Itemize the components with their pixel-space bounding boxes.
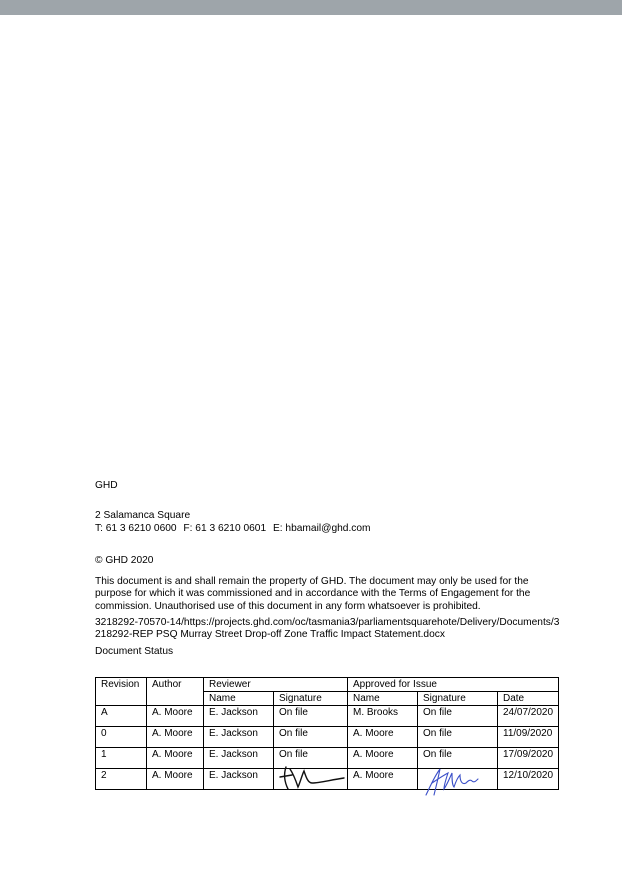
cell-reviewer-signature: On file xyxy=(274,727,348,748)
header-reviewer-name: Name xyxy=(204,692,274,706)
company-name: GHD xyxy=(95,480,118,491)
cell-reviewer-name: E. Jackson xyxy=(204,769,274,790)
cell-approver-signature: On file xyxy=(418,748,498,769)
table-row xyxy=(96,727,559,748)
copyright-notice: © GHD 2020 xyxy=(95,554,154,566)
document-reference: 3218292-70570-14/https://projects.ghd.com/oc/tasmania3/parliamentsquarehote/Delivery/Documents/3218292-REP PSQ Murray Street Drop-off Zone Traffic Impact Statement.docx xyxy=(95,617,560,641)
header-date: Date xyxy=(498,692,559,706)
cell-approver-name: A. Moore xyxy=(348,748,418,769)
page-header-bar xyxy=(0,0,622,15)
email-address: E: hbamail@ghd.com xyxy=(272,522,371,534)
cell-approver-signature: On file xyxy=(418,706,498,727)
cell-approver-name: M. Brooks xyxy=(348,706,418,727)
cell-author: A. Moore xyxy=(147,748,204,769)
cell-reviewer-name: E. Jackson xyxy=(204,748,274,769)
cell-revision: 0 xyxy=(96,727,147,748)
address-block xyxy=(95,510,565,535)
cell-approver-signature: On file xyxy=(418,727,498,748)
table-row xyxy=(96,748,559,769)
cell-reviewer-signature: On file xyxy=(274,706,348,727)
cell-date: 12/10/2020 xyxy=(498,769,559,790)
cell-approver-signature xyxy=(418,769,498,790)
header-approver-signature: Signature xyxy=(418,692,498,706)
header-revision: Revision xyxy=(96,678,147,706)
cell-revision: 1 xyxy=(96,748,147,769)
street-address: 2 Salamanca Square xyxy=(95,510,191,522)
cell-approver-name: A. Moore xyxy=(348,769,418,790)
cell-approver-name: A. Moore xyxy=(348,727,418,748)
cell-date: 24/07/2020 xyxy=(498,706,559,727)
cell-reviewer-name: E. Jackson xyxy=(204,706,274,727)
document-status-title: Document Status xyxy=(95,645,174,657)
cell-reviewer-signature xyxy=(274,769,348,790)
phone-number: T: 61 3 6210 0600 xyxy=(95,522,177,534)
approver-signature-image xyxy=(422,765,482,799)
cell-author: A. Moore xyxy=(147,727,204,748)
cell-date: 17/09/2020 xyxy=(498,748,559,769)
table-row xyxy=(96,706,559,727)
header-approver-name: Name xyxy=(348,692,418,706)
header-reviewer: Reviewer xyxy=(204,678,348,692)
fax-number: F: 61 3 6210 0601 xyxy=(183,522,267,534)
cell-author: A. Moore xyxy=(147,706,204,727)
header-approved-for-issue: Approved for Issue xyxy=(348,678,559,692)
header-author: Author xyxy=(147,678,204,706)
cell-revision: A xyxy=(96,706,147,727)
cell-date: 11/09/2020 xyxy=(498,727,559,748)
contact-line xyxy=(95,523,565,535)
cell-reviewer-name: E. Jackson xyxy=(204,727,274,748)
cell-revision: 2 xyxy=(96,769,147,790)
table-row xyxy=(96,769,559,790)
header-reviewer-signature: Signature xyxy=(274,692,348,706)
disclaimer-text: This document is and shall remain the property of GHD. The document may only be used for the purpose for which it was commissioned and in accordance with the Terms of Engagement for the commission. Unauthorised use of this document in any form whatsoever is prohibited. xyxy=(95,576,531,612)
cell-reviewer-signature: On file xyxy=(274,748,348,769)
document-status-table xyxy=(95,677,559,790)
cell-author: A. Moore xyxy=(147,769,204,790)
document-body xyxy=(95,480,565,658)
table-header-row xyxy=(96,678,559,692)
